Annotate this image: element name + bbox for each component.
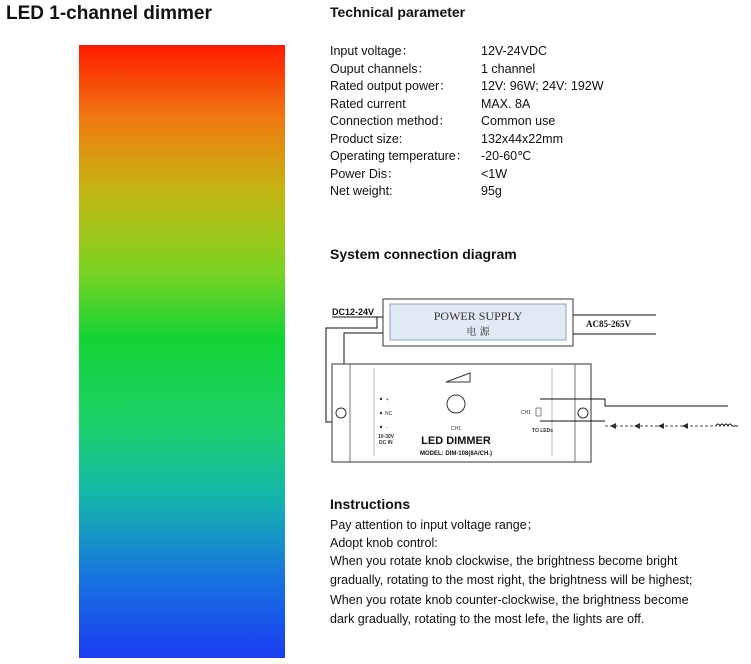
connection-diagram-heading: System connection diagram <box>330 246 517 262</box>
knob-channel-label: CH1 <box>450 426 462 432</box>
param-row <box>330 78 730 96</box>
param-row <box>330 183 730 201</box>
power-supply-cn-label: 电 源 <box>466 327 490 338</box>
instructions-heading: Instructions <box>330 496 411 512</box>
dc-in-voltage-label: 10-30V <box>378 434 395 440</box>
dc-voltage-label: DC12-24V <box>332 307 375 317</box>
param-row <box>330 61 730 79</box>
param-value: 12V-24VDC <box>481 44 548 58</box>
param-value: -20-60℃ <box>481 149 532 163</box>
param-row <box>330 131 730 149</box>
param-row <box>330 43 730 61</box>
connection-diagram <box>320 288 740 468</box>
instruction-line: When you rotate knob counter-clockwise, the brightness become <box>330 592 689 607</box>
inductor-icon <box>716 424 732 426</box>
param-value: 12V: 96W; 24V: 192W <box>481 79 604 93</box>
terminal-nc-label: NC <box>385 411 393 417</box>
param-label: Product size: <box>330 131 403 146</box>
param-row <box>330 113 730 131</box>
param-label: Operating temperature： <box>330 149 469 163</box>
param-label: Power Dis： <box>330 166 400 181</box>
param-label: Net weight: <box>330 184 393 198</box>
dimmer-knob <box>447 395 465 413</box>
param-label: Input voltage： <box>330 44 415 58</box>
instruction-line: Pay attention to input voltage range； <box>330 518 540 532</box>
param-label: Rated output power： <box>330 79 452 93</box>
to-leds-label: TO LEDs <box>532 428 554 434</box>
terminal-minus-label: - <box>386 425 388 431</box>
parameter-list <box>330 43 730 201</box>
param-label: Ouput channels： <box>330 61 431 76</box>
right-mount-hole <box>578 408 588 418</box>
instruction-line: When you rotate knob clockwise, the brightness become bright <box>330 554 678 568</box>
left-mount-hole <box>336 408 346 418</box>
param-label: Connection method： <box>330 114 451 128</box>
color-spectrum-image <box>79 45 285 658</box>
param-value: <1W <box>481 166 508 181</box>
param-row <box>330 166 730 184</box>
param-value: 132x44x22mm <box>481 131 563 146</box>
ac-voltage-label: AC85-265V <box>586 319 631 329</box>
dimmer-label: LED DIMMER <box>421 435 491 447</box>
param-value: 95g <box>481 184 502 198</box>
param-row <box>330 96 730 114</box>
param-row <box>330 148 730 166</box>
output-channel-label: CH1 <box>521 410 532 416</box>
instruction-line: Adopt knob control: <box>330 536 438 550</box>
param-value: Common use <box>481 114 556 128</box>
dimmer-model-label: MODEL: DIM-108(8A/CH.) <box>419 451 493 457</box>
instruction-line: dark gradually, rotating to the most lefe, the lights are off. <box>330 611 645 626</box>
instruction-line: gradually, rotating to the most right, the brightness will be highest; <box>330 573 693 588</box>
instructions-text <box>330 516 745 629</box>
technical-parameter-heading: Technical parameter <box>330 4 466 20</box>
param-label: Rated current <box>330 96 406 111</box>
dc-in-label: DC IN <box>379 440 393 446</box>
terminal-screw <box>380 398 382 400</box>
power-supply-label: POWER SUPPLY <box>433 309 523 323</box>
terminal-screw <box>380 426 382 428</box>
param-value: 1 channel <box>481 61 536 76</box>
page-title: LED 1-channel dimmer <box>6 3 212 24</box>
terminal-screw <box>380 412 382 414</box>
param-value: MAX. 8A <box>481 96 531 111</box>
terminal-plus-label: + <box>386 397 389 403</box>
